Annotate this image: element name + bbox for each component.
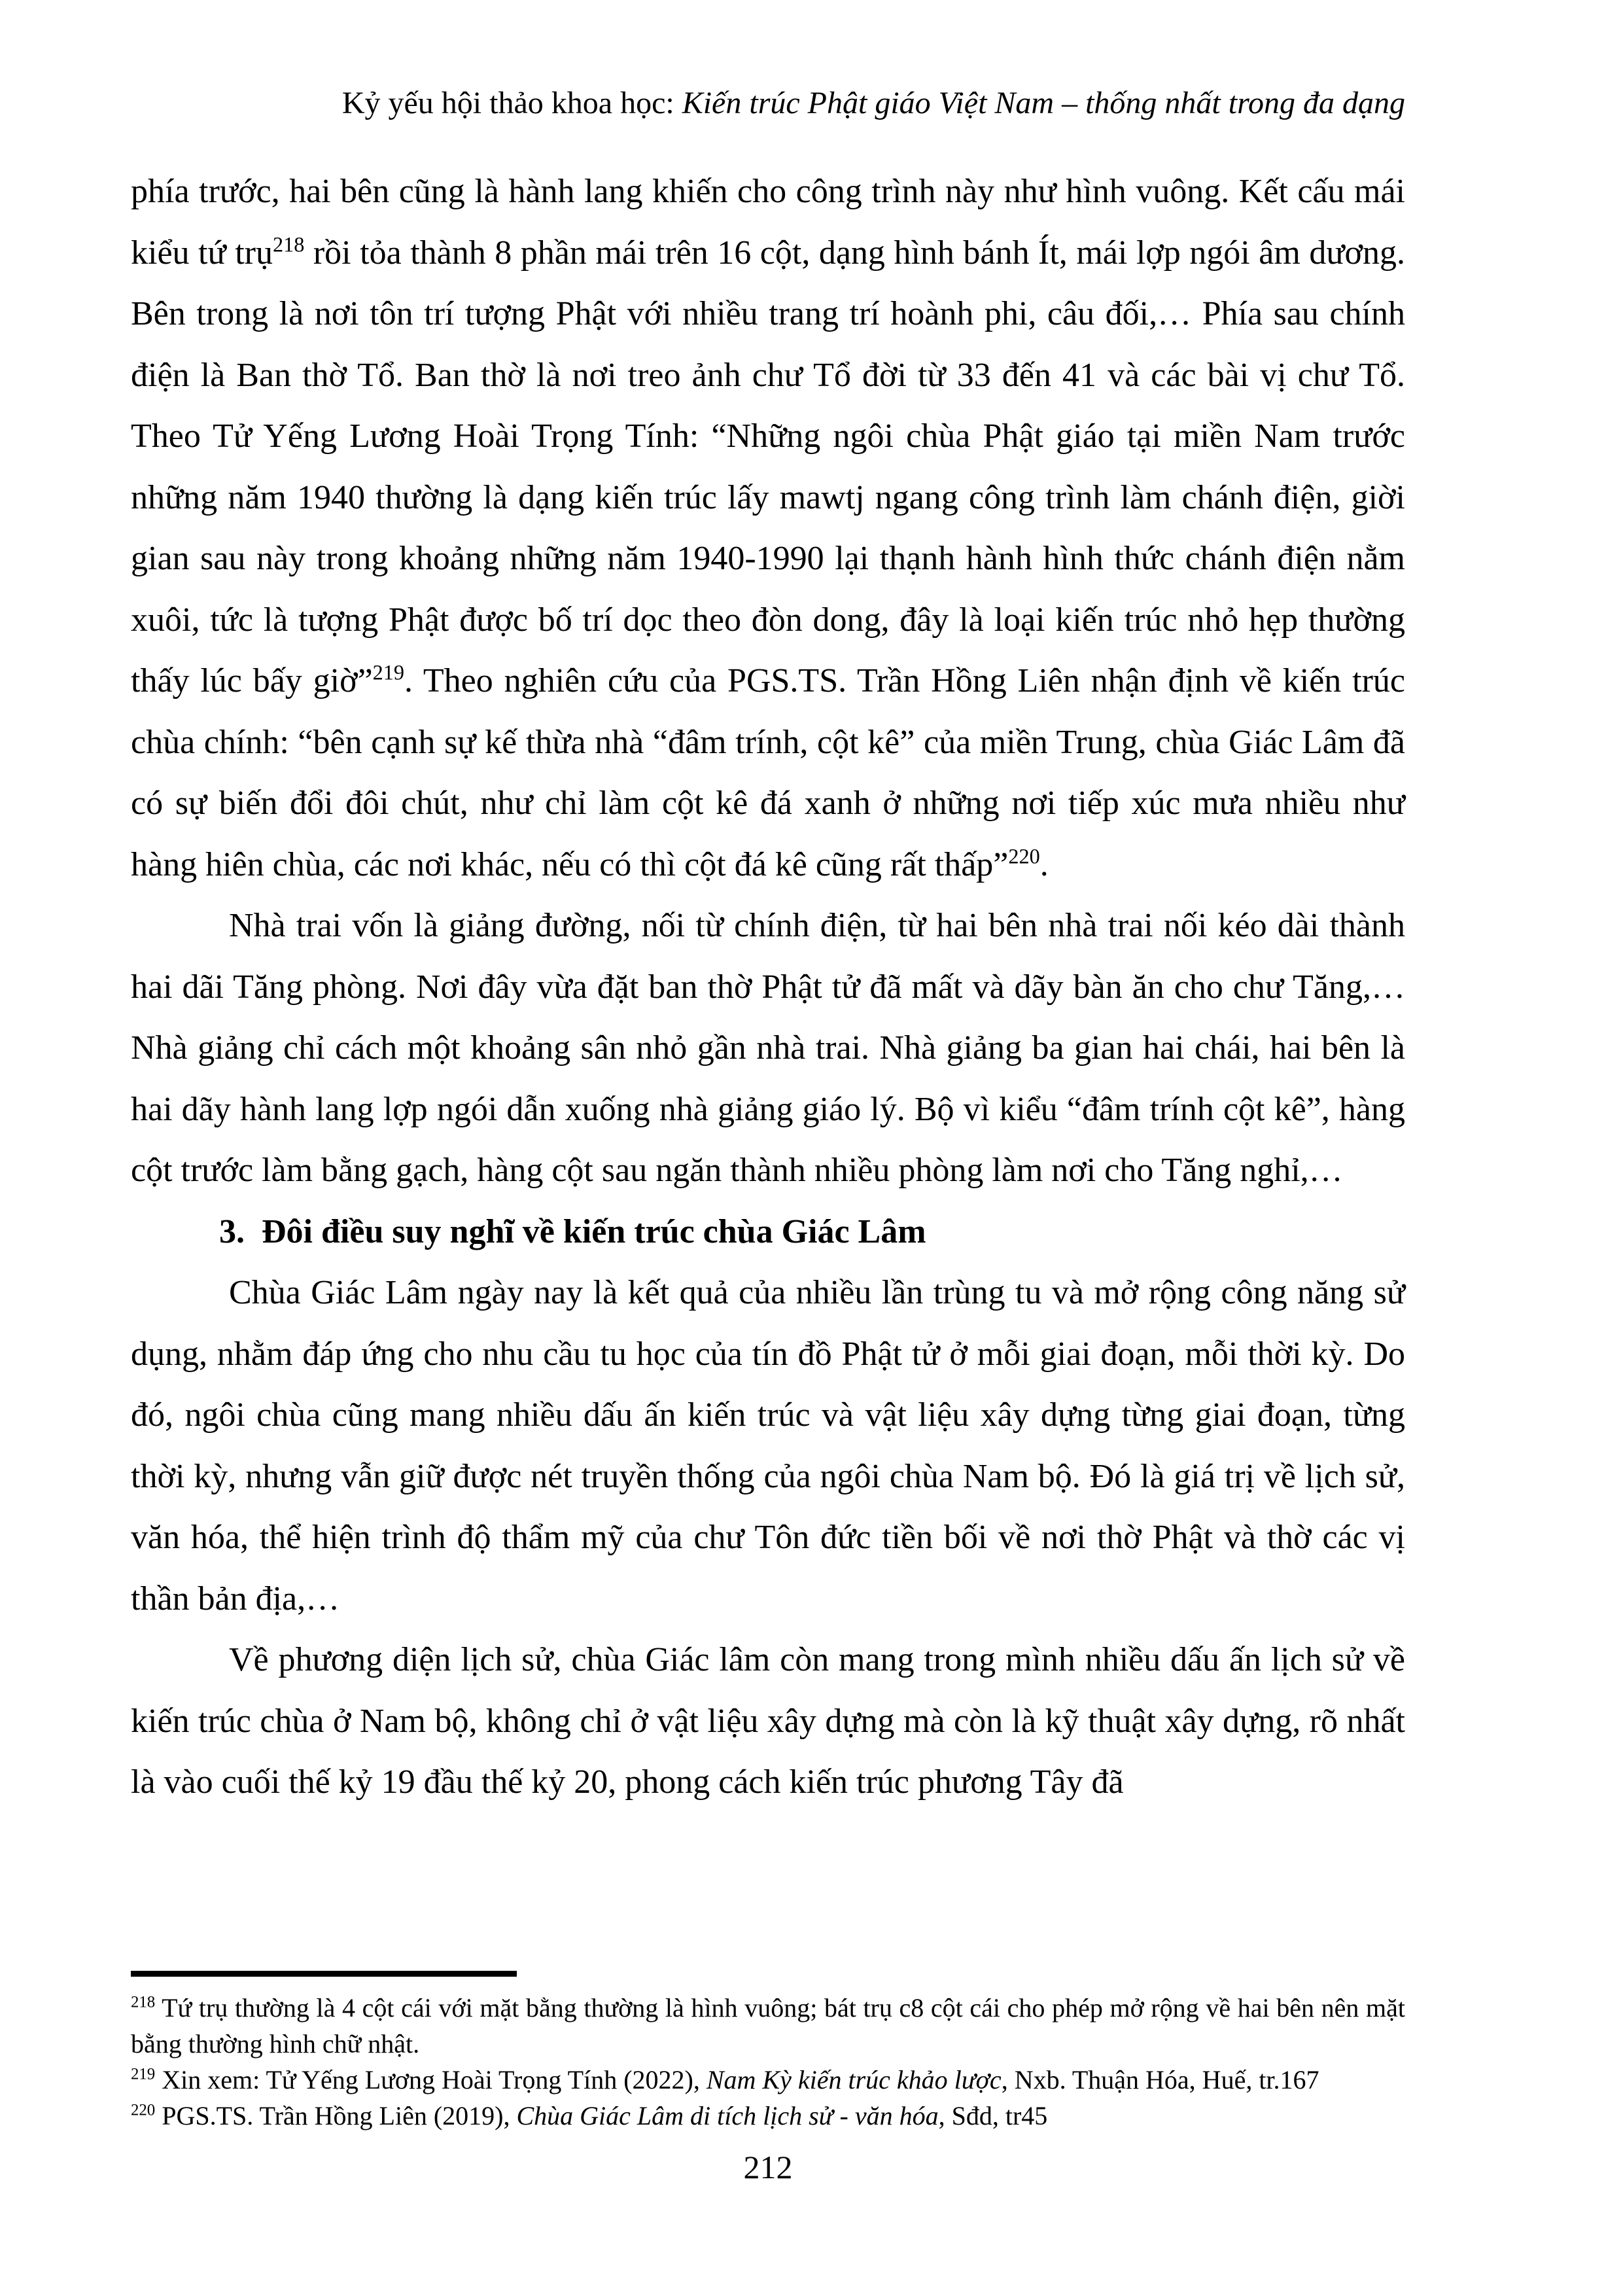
paragraph-2: Nhà trai vốn là giảng đường, nối từ chính điện, từ hai bên nhà trai nối kéo dài thành hai dãi Tăng phòng. Nơi đây vừa đặt ban thờ Phật tử đã mất và dãy bàn ăn cho chư Tăng,… Nhà giảng chỉ cách một khoảng sân nhỏ gần nhà trai. Nhà giảng ba gian hai chái, hai bên là hai dãy hành lang lợp ngói dẫn xuống nhà giảng giáo lý. Bộ vì kiểu “đâm trính cột kê”, hàng cột trước làm bằng gạch, hàng cột sau ngăn thành nhiều phòng làm nơi cho Tăng nghỉ,…	[131, 907, 1405, 1189]
footnote-text-220: PGS.TS. Trần Hồng Liên (2019), Chùa Giác Lâm di tích lịch sử - văn hóa, Sđd, tr45	[155, 2101, 1048, 2130]
running-header: Kỷ yếu hội thảo khoa học: Kiến trúc Phật giáo Việt Nam – thống nhất trong đa dạng	[341, 86, 1405, 120]
footnote-text-219: Xin xem: Tử Yếng Lương Hoài Trọng Tính (2022), Nam Kỳ kiến trúc khảo lược, Nxb. Thuận Hóa, Huế, tr.167	[155, 2065, 1319, 2094]
footnote-area	[131, 1971, 1405, 2134]
footnote-220	[131, 2098, 1405, 2134]
footnote-219	[131, 2062, 1405, 2098]
text-block	[131, 84, 1405, 1813]
footnote-separator-rule	[131, 1971, 517, 1977]
page-number: 212	[743, 2149, 793, 2185]
paragraph-3: Chùa Giác Lâm ngày nay là kết quả của nhiều lần trùng tu và mở rộng công năng sử dụng, nhằm đáp ứng cho nhu cầu tu học của tín đồ Phật tử ở mỗi giai đoạn, mỗi thời kỳ. Do đó, ngôi chùa cũng mang nhiều dấu ấn kiến trúc và vật liệu xây dựng từng giai đoạn, từng thời kỳ, nhưng vẫn giữ được nét truyền thống của ngôi chùa Nam bộ. Đó là giá trị về lịch sử, văn hóa, thể hiện trình độ thẩm mỹ của chư Tôn đức tiền bối về nơi thờ Phật và thờ các vị thần bản địa,…	[131, 1274, 1405, 1617]
footnote-218	[131, 1990, 1405, 2062]
section-heading: 3. Đôi điều suy nghĩ về kiến trúc chùa Giác Lâm	[219, 1212, 926, 1250]
body-content	[131, 161, 1405, 1813]
footnote-text-218: Tứ trụ thường là 4 cột cái với mặt bằng thường là hình vuông; bát trụ c8 cột cái cho phép mở rộng về hai bên nên mặt bằng thường hình chữ nhật.	[131, 1993, 1405, 2058]
footnote-number-220: 220	[131, 2101, 156, 2119]
footnote-number-219: 219	[131, 2065, 156, 2083]
paragraph-1: phía trước, hai bên cũng là hành lang khiến cho công trình này như hình vuông. Kết cấu mái kiểu tứ trụ$^{218}$ rồi tỏa thành 8 phần mái trên 16 cột, dạng hình bánh Ít, mái lợp ngói âm dương. Bên trong là nơi tôn trí tượng Phật với nhiều trang trí hoành phi, câu đối,… Phía sau chính điện là Ban thờ Tổ. Ban thờ là nơi treo ảnh chư Tổ đời từ 33 đến 41 và các bài vị chư Tổ. Theo Tử Yếng Lương Hoài Trọng Tính: “Những ngôi chùa Phật giáo tại miền Nam trước những năm 1940 thường là dạng kiến trúc lấy mawtj ngang công trình làm chánh điện, giời gian sau này trong khoảng những năm 1940-1990 lại thạnh hành hình thức chánh điện nằm xuôi, tức là tượng Phật được bố trí dọc theo đòn dong, đây là loại kiến trúc nhỏ hẹp thường thấy lúc bấy giờ”$^{219}$. Theo nghiên cứu của PGS.TS. Trần Hồng Liên nhận định về kiến trúc chùa chính: “bên cạnh sự kế thừa nhà “đâm trính, cột kê” của miền Trung, chùa Giác Lâm đã có sự biến đổi đôi chút, như chỉ làm cột kê đá xanh ở những nơi tiếp xúc mưa nhiều như hàng hiên chùa, các nơi khác, nếu có thì cột đá kê cũng rất thấp”$^{220}$.	[131, 173, 1405, 883]
paragraph-4: Về phương diện lịch sử, chùa Giác lâm còn mang trong mình nhiều dấu ấn lịch sử về kiến trúc chùa ở Nam bộ, không chỉ ở vật liệu xây dựng mà còn là kỹ thuật xây dựng, rõ nhất là vào cuối thế kỷ 19 đầu thế kỷ 20, phong cách kiến trúc phương Tây đã	[131, 1641, 1405, 1801]
footnote-number-218: 218	[131, 1993, 156, 2011]
